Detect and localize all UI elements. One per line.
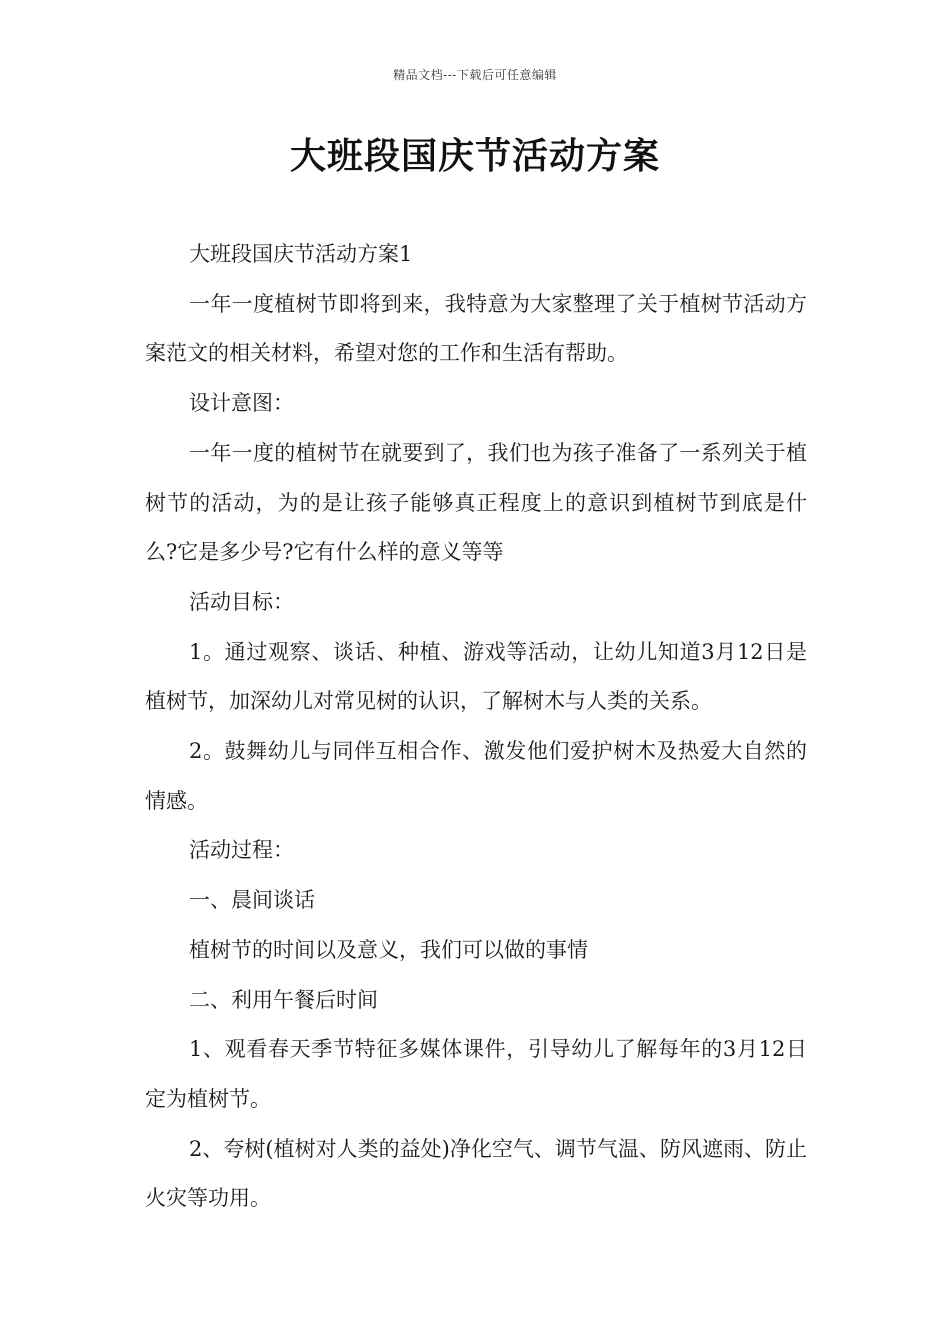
- paragraph-design-intent-label: 设计意图：: [189, 391, 294, 416]
- document-body: [145, 230, 807, 1224]
- document-title: 大班段国庆节活动方案: [289, 135, 660, 177]
- paragraph-intro: 一年一度植树节即将到来，我特意为大家整理了关于植树节活动方案范文的相关材料，希望对您的工作和生活有帮助。: [145, 291, 807, 366]
- page-header-note: 精品文档---下载后可任意编辑: [393, 68, 557, 82]
- paragraph-design-intent: 一年一度的植树节在就要到了，我们也为孩子准备了一系列关于植树节的活动，为的是让孩子能够真正程度上的意识到植树节到底是什么?它是多少号?它有什么样的意义等等: [145, 440, 807, 565]
- paragraph-goals-label: 活动目标：: [189, 589, 294, 614]
- paragraph-step-2-heading: 二、利用午餐后时间: [189, 987, 378, 1012]
- paragraph-goal-1: 1。通过观察、谈话、种植、游戏等活动，让幼儿知道3月12日是植树节，加深幼儿对常见树的认识，了解树木与人类的关系。: [145, 639, 807, 714]
- paragraph-section-heading: 大班段国庆节活动方案1: [189, 242, 413, 266]
- paragraph-step-2-item-2: 2、夸树(植树对人类的益处)净化空气、调节气温、防风遮雨、防止火灾等功用。: [145, 1136, 807, 1211]
- paragraph-goal-2: 2。鼓舞幼儿与同伴互相合作、激发他们爱护树木及热爱大自然的情感。: [145, 739, 807, 813]
- paragraph-step-1-content: 植树节的时间以及意义，我们可以做的事情: [189, 937, 588, 962]
- paragraph-step-1-heading: 一、晨间谈话: [189, 888, 315, 913]
- paragraph-process-label: 活动过程：: [189, 838, 294, 863]
- paragraph-step-2-item-1: 1、观看春天季节特征多媒体课件，引导幼儿了解每年的3月12日定为植树节。: [145, 1037, 807, 1111]
